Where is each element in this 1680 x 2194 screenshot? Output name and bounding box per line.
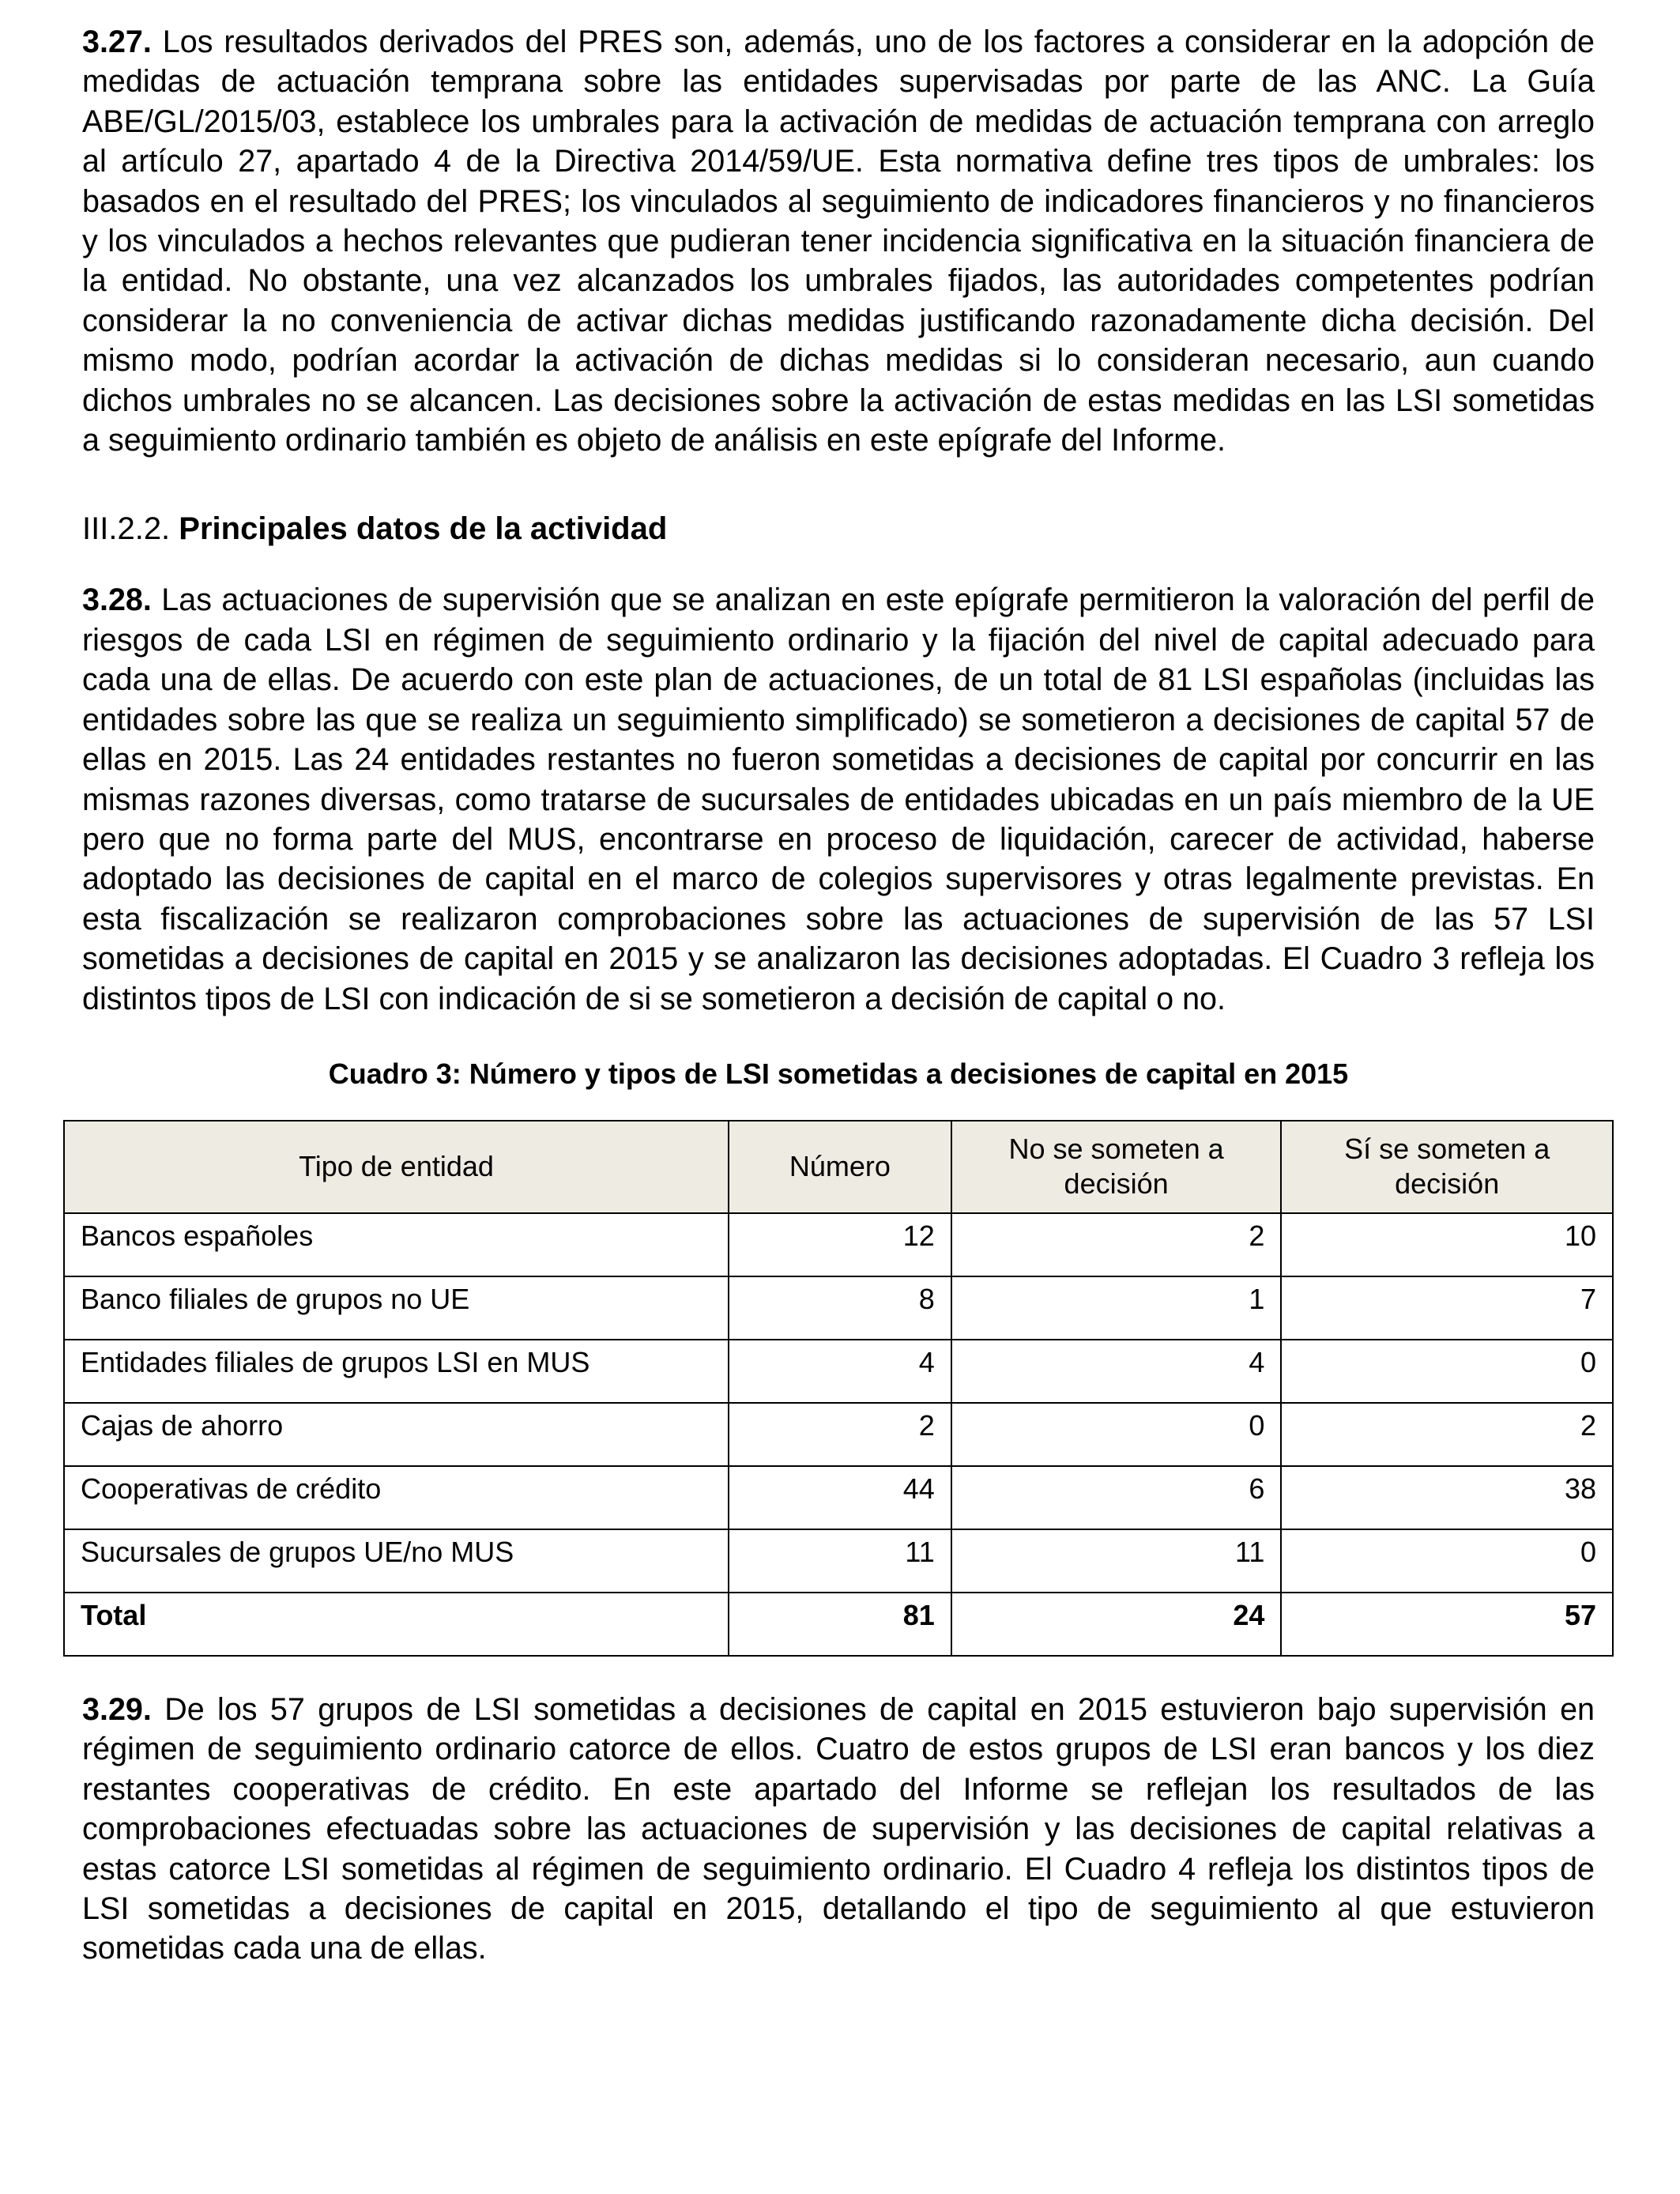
table-caption: Cuadro 3: Número y tipos de LSI sometidas a decisiones de capital en 2015: [328, 1057, 1349, 1090]
table-row: [64, 1529, 1613, 1593]
cell-si: 10: [1281, 1213, 1613, 1276]
table-row: [64, 1276, 1613, 1340]
cell-si: 38: [1281, 1466, 1613, 1529]
cell-total-numero: 81: [729, 1593, 951, 1656]
header-numero: Número: [729, 1121, 951, 1213]
cell-tipo: Banco filiales de grupos no UE: [64, 1276, 729, 1340]
paragraph-number: 3.28.: [82, 582, 152, 618]
cell-no: 2: [951, 1213, 1282, 1276]
cell-tipo: Cajas de ahorro: [64, 1403, 729, 1466]
cell-tipo: Entidades filiales de grupos LSI en MUS: [64, 1340, 729, 1403]
cell-no: 4: [951, 1340, 1282, 1403]
cell-numero: 4: [729, 1340, 951, 1403]
cell-total-label: Total: [64, 1593, 729, 1656]
paragraph-number: 3.27.: [82, 25, 152, 59]
table-header-row: [64, 1121, 1613, 1213]
cell-si: 2: [1281, 1403, 1613, 1466]
cell-no: 11: [951, 1529, 1282, 1593]
cell-numero: 8: [729, 1276, 951, 1340]
cell-numero: 11: [729, 1529, 951, 1593]
cuadro-3-table: [63, 1120, 1614, 1657]
section-heading: [82, 509, 1595, 548]
cell-tipo: Sucursales de grupos UE/no MUS: [64, 1529, 729, 1593]
paragraph-text: Los resultados derivados del PRES son, además, uno de los factores a considerar en la adopción de medidas de actuación temprana sobre las entidades supervisadas por parte de las ANC. La Guía ABE/GL/2015/03, establece los umbrales para la activación de medidas de actuación temprana con arreglo al artículo 27, apartado 4 de la Directiva 2014/59/UE. Esta normativa define tres tipos de umbrales: los basados en el resultado del PRES; los vinculados al seguimiento de indicadores financieros y no financieros y los vinculados a hechos relevantes que pudieran tener incidencia significativa en la situación financiera de la entidad. No obstante, una vez alcanzados los umbrales fijados, las autoridades competentes podrían considerar la no conveniencia de activar dichas medidas justificando razonadamente dicha decisión. Del mismo modo, podrían acordar la activación de dichas medidas si lo consideran necesario, aun cuando dichos umbrales no se alcancen. Las decisiones sobre la activación de estas medidas en las LSI sometidas a seguimiento ordinario también es objeto de análisis en este epígrafe del Informe.: [82, 25, 1595, 458]
cell-no: 0: [951, 1403, 1282, 1466]
header-tipo-entidad: Tipo de entidad: [64, 1121, 729, 1213]
cell-total-si: 57: [1281, 1593, 1613, 1656]
section-number: III.2.2.: [82, 511, 171, 547]
paragraph-text: Las actuaciones de supervisión que se analizan en este epígrafe permitieron la valoración del perfil de riesgos de cada LSI en régimen de seguimiento ordinario y la fijación del nivel de capital adecuado para cada una de ellas. De acuerdo con este plan de actuaciones, de un total de 81 LSI españolas (incluidas las entidades sobre las que se realiza un seguimiento simplificado) se sometieron a decisiones de capital 57 de ellas en 2015. Las 24 entidades restantes no fueron sometidas a decisiones de capital por concurrir en las mismas razones diversas, como tratarse de sucursales de entidades ubicadas en un país miembro de la UE pero que no forma parte del MUS, encontrarse en proceso de liquidación, carecer de actividad, haberse adoptado las decisiones de capital en el marco de colegios supervisores y otras legalmente previstas. En esta fiscalización se realizaron comprobaciones sobre las actuaciones de supervisión de las 57 LSI sometidas a decisiones de capital en 2015 y se analizaron las decisiones adoptadas. El Cuadro 3 refleja los distintos tipos de LSI con indicación de si se sometieron a decisión de capital o no.: [82, 582, 1595, 1016]
table-row: [64, 1213, 1613, 1276]
cell-numero: 2: [729, 1403, 951, 1466]
table-total-row: [64, 1593, 1613, 1656]
cell-si: 0: [1281, 1340, 1613, 1403]
table-row: [64, 1340, 1613, 1403]
section-title: Principales datos de la actividad: [170, 511, 668, 547]
document-page: [82, 22, 1595, 1969]
cell-total-no: 24: [951, 1593, 1282, 1656]
paragraph-3-27: [82, 22, 1595, 460]
paragraph-number: 3.29.: [82, 1691, 152, 1727]
paragraph-3-29: [82, 1690, 1595, 1969]
cell-si: 0: [1281, 1529, 1613, 1593]
header-si-se-someten: Sí se someten a decisión: [1281, 1121, 1613, 1213]
table-row: [64, 1466, 1613, 1529]
cell-numero: 44: [729, 1466, 951, 1529]
cell-no: 1: [951, 1276, 1282, 1340]
paragraph-3-28: [82, 580, 1595, 1018]
cell-si: 7: [1281, 1276, 1613, 1340]
header-no-se-someten: No se someten a decisión: [951, 1121, 1282, 1213]
table-row: [64, 1403, 1613, 1466]
cell-no: 6: [951, 1466, 1282, 1529]
cell-numero: 12: [729, 1213, 951, 1276]
cell-tipo: Bancos españoles: [64, 1213, 729, 1276]
paragraph-text: De los 57 grupos de LSI sometidas a decisiones de capital en 2015 estuvieron bajo supervisión en régimen de seguimiento ordinario catorce de ellos. Cuatro de estos grupos de LSI eran bancos y los diez restantes cooperativas de crédito. En este apartado del Informe se reflejan los resultados de las comprobaciones efectuadas sobre las actuaciones de supervisión y las decisiones de capital relativas a estas catorce LSI sometidas al régimen de seguimiento ordinario. El Cuadro 4 refleja los distintos tipos de LSI sometidas a decisiones de capital en 2015, detallando el tipo de seguimiento al que estuvieron sometidas cada una de ellas.: [82, 1691, 1595, 1966]
cell-tipo: Cooperativas de crédito: [64, 1466, 729, 1529]
